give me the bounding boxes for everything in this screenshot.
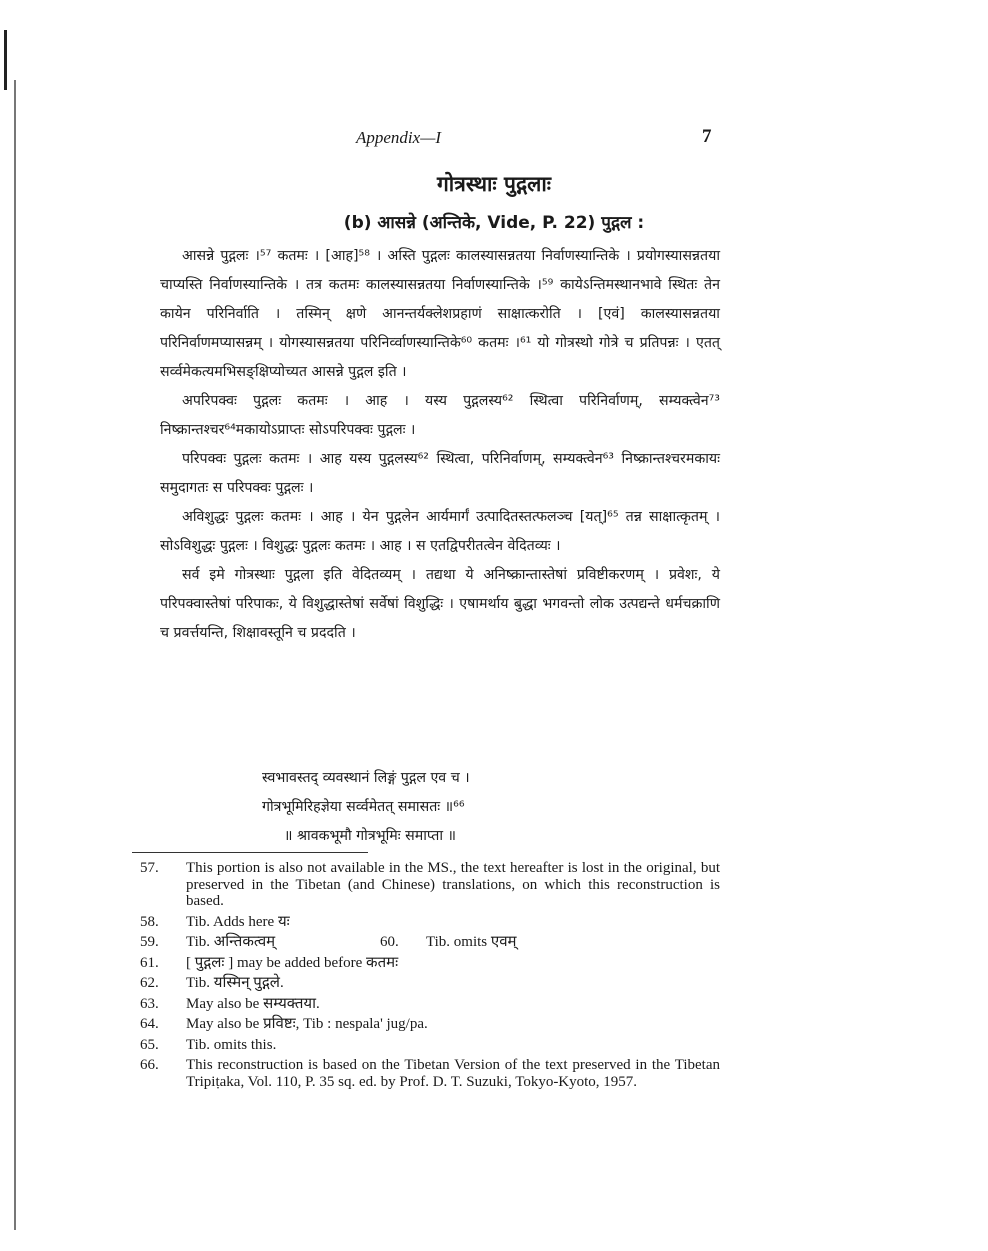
footnote-number: 59. [140, 934, 159, 950]
footnote-text: May also be सम्यक्तया. [186, 995, 320, 1012]
footnote-text: Tib. Adds here यः [186, 913, 290, 930]
footnote-60 [380, 934, 620, 951]
footnote-number: 66. [140, 1057, 159, 1073]
footnote-number: 63. [140, 995, 159, 1012]
footnotes [140, 860, 720, 1094]
footnote-63 [140, 996, 720, 1013]
verse-line-2: गोत्रभूमिरिहज्ञेया सर्व्वमेतत् समासतः ॥⁶⁶ [262, 799, 465, 815]
page-number: 7 [702, 126, 712, 147]
footnote-62 [140, 975, 720, 992]
footnote-66 [140, 1057, 720, 1090]
paragraph-asanne: आसन्ने पुद्गलः ।⁵⁷ कतमः । [आह]⁵⁸ । अस्ति पुद्गलः कालस्यासन्नतया निर्वाणस्यान्तिके । प्रयोगस्यासन्नतया चाप्यस्ति निर्वाणस्यान्तिके । तत्र कतमः कालस्यासन्नतया निर्वाणस्यान्तिके ।⁵⁹ कायेऽन्तिमस्थानभावे स्थितः तेन कायेन परिनिर्वाति । तस्मिन् क्षणे आनन्तर्यक्लेशप्रहाणं साक्षात्करोति । [एवं] कालस्यासन्नतया परिनिर्वाणमप्यासन्नम् । योगस्यासन्नतया परिनिर्व्वाणस्यान्तिके⁶⁰ कतमः ।⁶¹ यो गोत्रस्थो गोत्रे च प्रतिपन्नः । एतत् सर्व्वमेकत्यमभिसङ्क्षिप्योच्यत आसन्ने पुद्गल इति । [160, 248, 720, 380]
footnote-61 [140, 955, 720, 972]
footnote-text: This reconstruction is based on the Tibetan Version of the text preserved in the Tibetan Tripiṭaka, Vol. 110, P. 35 sq. ed. by Prof. D. T. Suzuki, Tokyo-Kyoto, 1957. [186, 1057, 720, 1090]
footnote-number: 58. [140, 913, 159, 930]
footnote-rule [132, 852, 368, 853]
footnote-text: May also be प्रविष्टः, Tib : nespala' jug/pa. [186, 1016, 428, 1032]
verse-line-1: स्वभावस्तद् व्यवस्थानं लिङ्गं पुद्गल एव च । [262, 770, 470, 786]
footnote-number: 62. [140, 975, 159, 991]
paragraph-paripakva: परिपक्वः पुद्गलः कतमः । आह यस्य पुद्गलस्य⁶² स्थित्वा, परिनिर्वाणम्, सम्यक्त्वेन⁶³ निष्क्रान्तश्चरमकायः समुदागतः स परिपक्वः पुद्गलः । [160, 451, 720, 496]
footnote-text: Tib. अन्तिकत्वम् [186, 934, 276, 950]
footnote-text: Tib. omits this. [186, 1036, 277, 1053]
footnote-number: 64. [140, 1016, 159, 1032]
running-head: Appendix—I [356, 128, 441, 147]
footnote-text: Tib. omits एवम् [426, 934, 517, 950]
section-subtitle: (b) आसन्ने (अन्तिके, Vide, P. 22) पुद्गल : [343, 213, 645, 233]
paragraph-aparipakva: अपरिपक्वः पुद्गलः कतमः । आह । यस्य पुद्गलस्य⁶² स्थित्वा परिनिर्वाणम्, सम्यक्त्वेन⁷³ निष्क्रान्तश्चर⁶⁴मकायोऽप्राप्तः सोऽपरिपक्वः पुद्गलः । [160, 393, 720, 438]
footnote-number: 57. [140, 860, 159, 876]
footnote-64 [140, 1016, 720, 1033]
footnote-text: This portion is also not available in the MS., the text hereafter is lost in the original, but preserved in the Tibetan (and Chinese) translations, on which this reconstruction is based. [186, 860, 720, 909]
footnote-text: [ पुद्गलः ] may be added before कतमः [186, 954, 399, 971]
footnote-58 [140, 914, 720, 931]
paragraph-avishuddha: अविशुद्धः पुद्गलः कतमः । आह । येन पुद्गलेन आर्यमार्गं उत्पादितस्तत्फलञ्च [यत्]⁶⁵ तन्न साक्षात्कृतम् । सोऽविशुद्धः पुद्गलः । विशुद्धः पुद्गलः कतमः । आह । स एतद्विपरीतत्वेन वेदितव्यः । [160, 509, 720, 554]
scan-edge-line [14, 80, 16, 1230]
footnote-number: 65. [140, 1036, 159, 1053]
body-text [160, 242, 720, 648]
scan-edge-mark [4, 30, 7, 90]
verse-block [0, 764, 988, 851]
footnote-65 [140, 1037, 720, 1054]
section-title: गोत्रस्थाः पुद्गलाः [436, 172, 552, 196]
footnote-text: Tib. यस्मिन् पुद्गले. [186, 975, 284, 991]
footnote-number: 61. [140, 954, 159, 971]
footnote-number: 60. [380, 934, 399, 950]
paragraph-gotrastha-summary: सर्व इमे गोत्रस्थाः पुद्गला इति वेदितव्यम् । तद्यथा ये अनिष्क्रान्तास्तेषां प्रविष्टीकरणम् । प्रवेशः, ये परिपक्वास्तेषां परिपाकः, ये विशुद्धास्तेषां सर्वेषां विशुद्धिः । एषामर्थाय बुद्धा भगवन्तो लोक उत्पद्यन्ते धर्मचक्राणि च प्रवर्त्तयन्ति, शिक्षावस्तूनि च प्रददति । [160, 567, 720, 641]
footnote-59 [140, 934, 380, 951]
footnote-pair-59-60 [140, 934, 720, 951]
footnote-57 [140, 860, 720, 910]
colophon: ॥ श्रावकभूमौ गोत्रभूमिः समाप्ता ॥ [284, 828, 457, 844]
